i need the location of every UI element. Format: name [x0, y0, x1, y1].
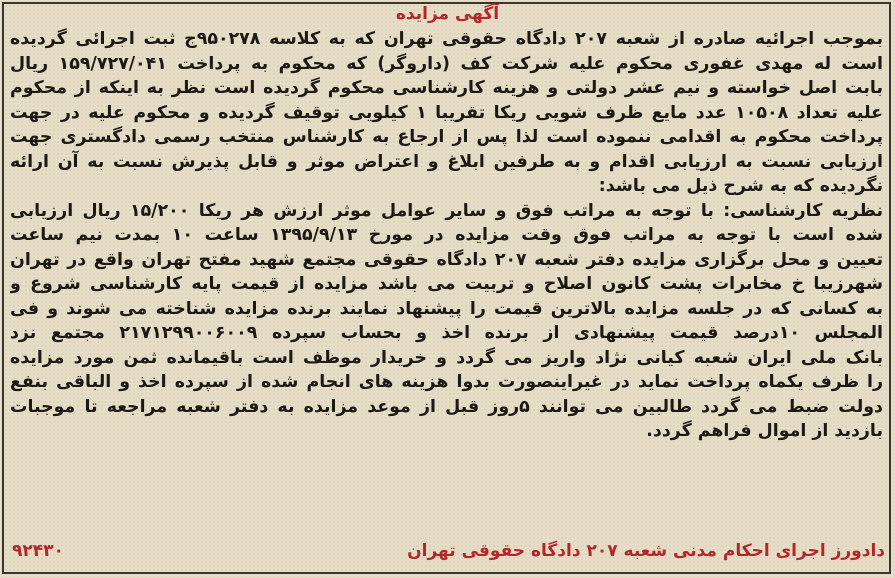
- notice-line-10: تعیین و محل برگزاری مزایده دفتر شعبه ۲۰۷ دادگاه حقوقی مجتمع شهید مفتح تهران واقع در تهران: [10, 249, 883, 270]
- notice-line-2: است له مهدی غفوری محکوم علیه شرکت کف (داروگر) که محکوم به پرداخت ۱۵۹/۷۲۷/۰۴۱ ریال: [10, 53, 883, 74]
- notice-line-5: پرداخت محکوم به اقدامی ننموده است لذا پس از ارجاع به کارشناس منتخب رسمی دادگستری جهت: [10, 127, 883, 147]
- notice-line-15: را ظرف یکماه پرداخت نماید در غیراینصورت بدوا هزینه های انجام شده از سپرده اخذ و الباقی بنفع: [10, 372, 883, 392]
- notice-line-14: بانک ملی ایران شعبه کیانی نژاد واریز می گردد و خریدار موظف است باقیمانده ثمن مورد مزایده: [10, 347, 883, 368]
- notice-line-11: شهرزیبا خ مخابرات پشت کانون اصلاح و تربیت می باشد مزایده از قیمت پایه کارشناسی شروع و: [10, 274, 883, 294]
- notice-line-3: بابت اصل خواسته و نیم عشر دولتی و هزینه کارشناسی محکوم گردیده است نظر به اینکه از محکوم: [10, 78, 883, 98]
- notice-line-17: بازدید از اموال فراهم گردد.: [646, 421, 883, 441]
- notice-line-13: المجلس ۱۰درصد قیمت پیشنهادی از برنده اخذ و بحساب سپرده ۲۱۷۱۲۹۹۰۰۶۰۰۹ مجتمع نزد: [10, 323, 883, 343]
- notice-body: [10, 27, 883, 444]
- notice-title: آگهی مزایده: [395, 4, 500, 24]
- notice-line-16: دولت ضبط می گردد طالبین می توانند ۵روز قبل از موعد مزایده به دفتر شعبه مراجعه تا موجبات: [10, 396, 883, 417]
- notice-line-1: بموجب اجرائیه صادره از شعبه ۲۰۷ دادگاه حقوقی تهران که به کلاسه ۹۵۰۲۷۸ج ثبت اجرائی گردیده: [10, 29, 883, 49]
- notice-footer: [12, 538, 885, 564]
- notice-line-6: ارزیابی نسبت به ارزیابی اقدام و به طرفین ابلاغ و اعتراض موثر و قابل پذیرش نسبت به آن ارائه: [10, 151, 883, 172]
- notice-line-4: علیه تعداد ۱۰۵۰۸ عدد مایع ظرف شویی ریکا تقریبا ۱ کیلویی توقیف گردیده و محکوم علیه در جهت: [10, 102, 883, 123]
- notice-line-9: شده است با توجه به مراتب فوق وقت مزایده در مورخ ۱۳۹۵/۹/۱۳ ساعت ۱۰ بمدت نیم ساعت: [10, 225, 883, 245]
- signature-line: دادورز اجرای احکام مدنی شعبه ۲۰۷ دادگاه حقوقی تهران: [407, 541, 885, 561]
- ad-code: ۹۲۴۳۰: [12, 541, 64, 561]
- notice-line-8: نظریه کارشناسی: با توجه به مراتب فوق و سایر عوامل موثر ارزش هر ریکا ۱۵/۲۰۰ ریال ارزیابی: [10, 200, 883, 221]
- notice-line-12: به کسانی که در جلسه مزایده بالاترین قیمت را پیشنهاد نمایند برنده مزایده شناخته می شوند و فی: [10, 298, 883, 319]
- notice-line-7: نگردیده که به شرح ذیل می باشد:: [598, 176, 883, 196]
